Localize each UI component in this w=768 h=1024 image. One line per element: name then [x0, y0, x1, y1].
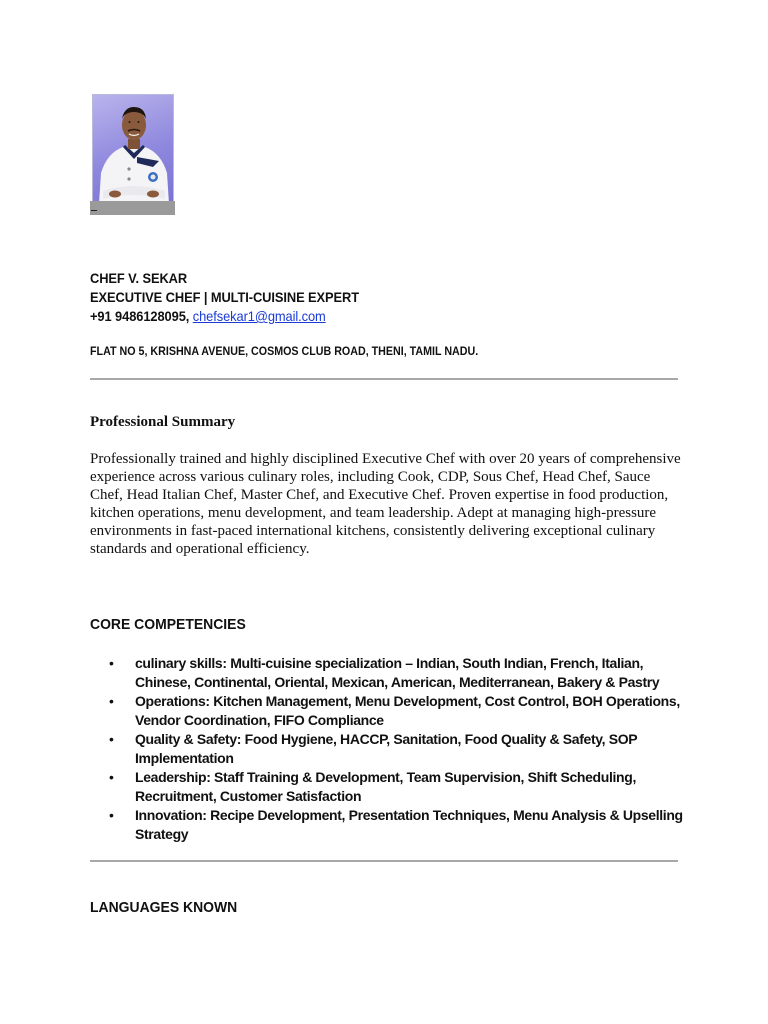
- section-divider: [90, 378, 678, 380]
- languages-heading: LANGUAGES KNOWN: [90, 899, 238, 916]
- list-item: [90, 692, 690, 730]
- competencies-heading: CORE COMPETENCIES: [90, 616, 246, 633]
- list-item: [90, 654, 690, 692]
- bullet-icon: •: [109, 693, 114, 709]
- email-link[interactable]: chefsekar1@gmail.com: [192, 308, 326, 324]
- summary-heading: Professional Summary: [90, 414, 236, 430]
- contact-header: [90, 269, 359, 326]
- bullet-icon: •: [109, 731, 114, 747]
- chef-portrait-image: [93, 95, 174, 203]
- list-item: [90, 768, 690, 806]
- candidate-title: EXECUTIVE CHEF | MULTI-CUISINE EXPERT: [90, 289, 360, 305]
- list-item-text: Leadership: Staff Training & Development, Team Supervision, Shift Scheduling, Recruitment, Customer Satisfaction: [135, 769, 636, 804]
- list-item-text: Innovation: Recipe Development, Presentation Techniques, Menu Analysis & Upselling Strategy: [135, 807, 683, 842]
- photo-caption-bar: [90, 201, 175, 215]
- phone-number: +91 9486128095,: [90, 308, 190, 324]
- competencies-list: [90, 654, 690, 844]
- bullet-icon: •: [109, 807, 114, 823]
- caption-dash: [91, 210, 97, 211]
- list-item-text: Operations: Kitchen Management, Menu Development, Cost Control, BOH Operations, Vendor Coordination, FIFO Compliance: [135, 693, 680, 728]
- section-divider: [90, 860, 678, 862]
- list-item: [90, 806, 690, 844]
- address-line: FLAT NO 5, KRISHNA AVENUE, COSMOS CLUB ROAD, THENI, TAMIL NADU.: [90, 346, 479, 358]
- list-item-text: Quality & Safety: Food Hygiene, HACCP, Sanitation, Food Quality & Safety, SOP Implementation: [135, 731, 638, 766]
- profile-photo: [92, 94, 174, 203]
- contact-line: [90, 307, 359, 326]
- list-item-text: culinary skills: Multi-cuisine specialization – Indian, South Indian, French, Italian, Chinese, Continental, Oriental, Mexican, American, Mediterranean, Bakery & Pastry: [135, 655, 660, 690]
- bullet-icon: •: [109, 655, 114, 671]
- bullet-icon: •: [109, 769, 114, 785]
- summary-text: Professionally trained and highly disciplined Executive Chef with over 20 years of comprehensive experience across various culinary roles, including Cook, CDP, Sous Chef, Head Chef, Sauce Chef, Head Italian Chef, Master Chef, and Executive Chef. Proven expertise in food production, kitchen operations, menu development, and team leadership. Adept at managing high-pressure environments in fast-paced international kitchens, consistently delivering exceptional culinary standards and operational efficiency.: [90, 451, 681, 557]
- candidate-name: CHEF V. SEKAR: [90, 270, 188, 286]
- list-item: [90, 730, 690, 768]
